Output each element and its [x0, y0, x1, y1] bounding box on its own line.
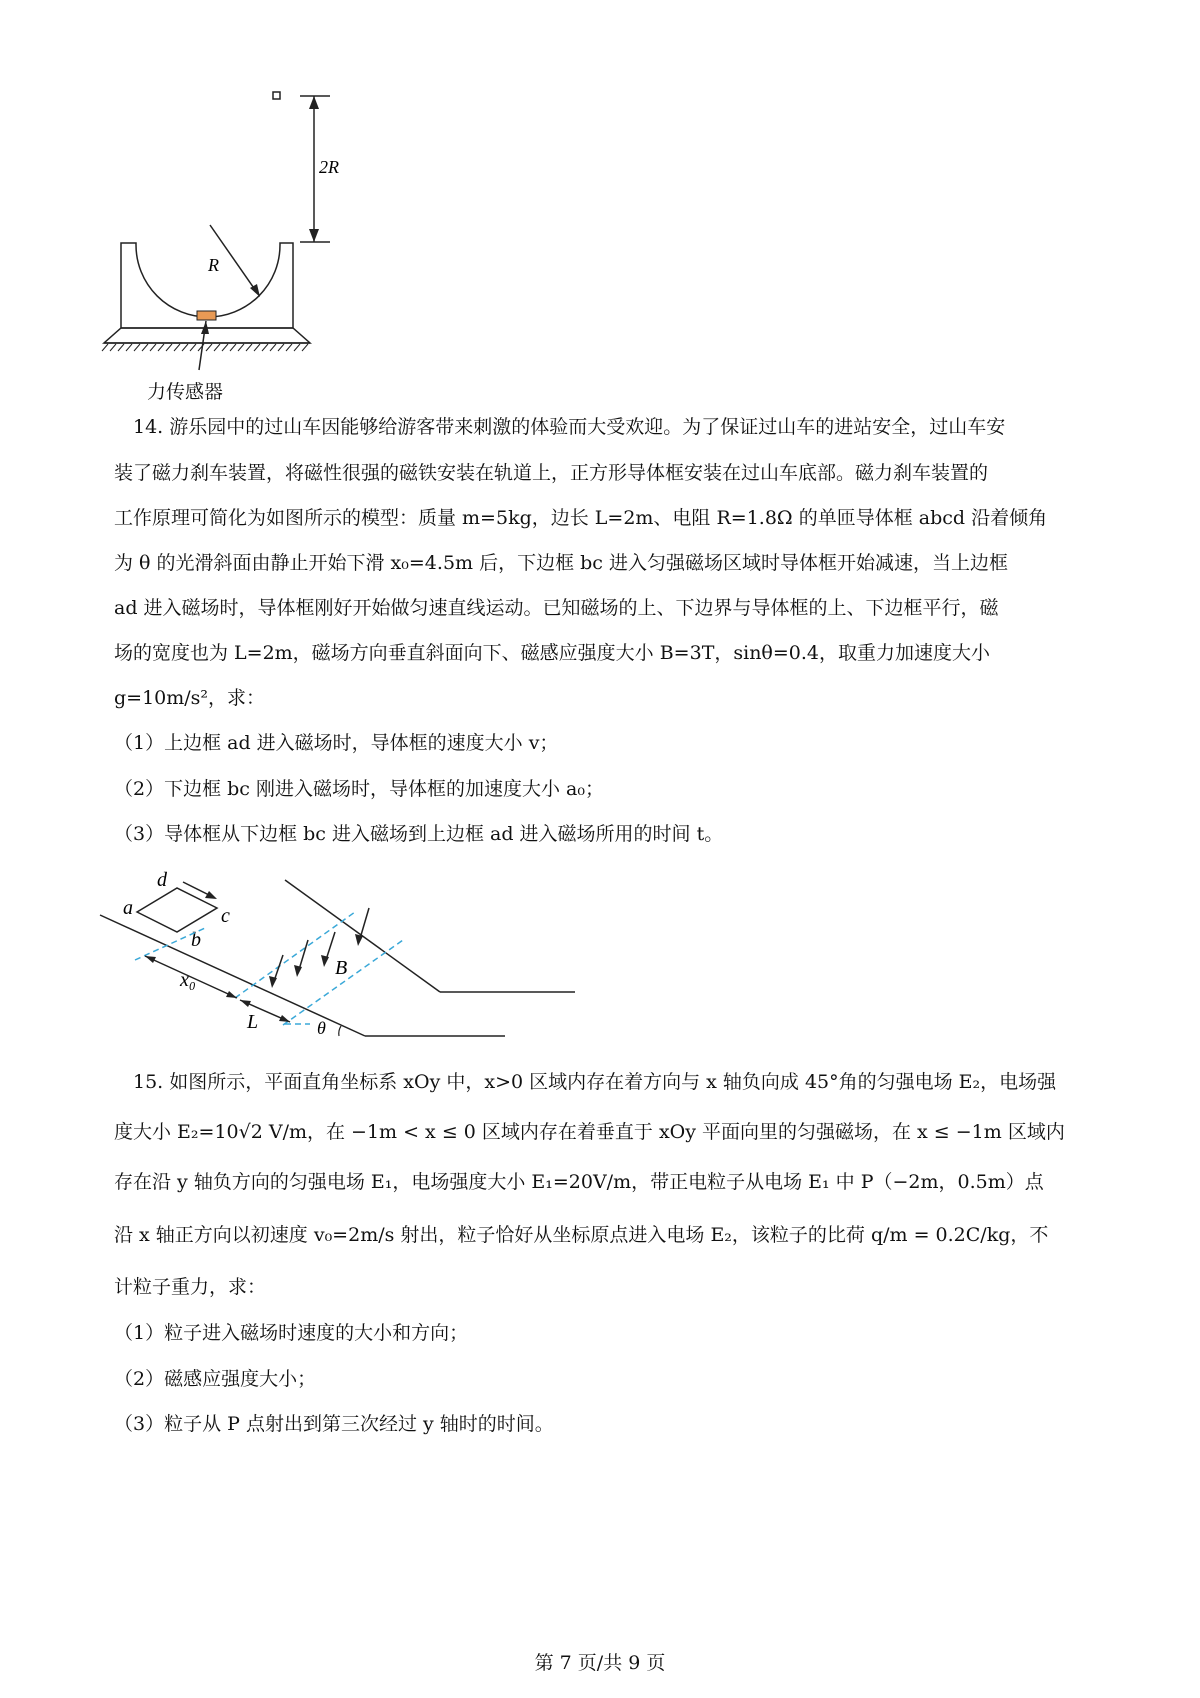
label-b: b	[191, 929, 201, 951]
figure-incline	[95, 860, 595, 1045]
q14-line-2: 装了磁力刹车装置，将磁性很强的磁铁安装在轨道上，正方形导体框安装在过山车底部。磁力刹车装置的	[114, 462, 989, 484]
page-footer: 第 7 页/共 9 页	[534, 1652, 666, 1674]
label-theta: θ	[317, 1018, 326, 1038]
q14-line-6: 场的宽度也为 L=2m，磁场方向垂直斜面向下、磁感应强度大小 B=3T，sinθ=0.4，取重力加速度大小	[114, 642, 991, 664]
label-r: R	[208, 255, 219, 275]
ball	[273, 92, 280, 99]
label-2r: 2R	[319, 157, 339, 177]
label-a: a	[123, 897, 133, 919]
q15-line-2: 度大小 E₂=10√2 V/m，在 −1m < x ≤ 0 区域内存在着垂直于 xOy 平面向里的匀强磁场，在 x ≤ −1m 区域内	[114, 1121, 1065, 1143]
q14-sub-3: （3）导体框从下边框 bc 进入磁场到上边框 ad 进入磁场所用的时间 t。	[114, 823, 724, 845]
q14-sub-2: （2）下边框 bc 刚进入磁场时，导体框的加速度大小 a₀；	[114, 778, 604, 800]
figure-halfpipe	[100, 85, 360, 405]
q15-line-5: 计粒子重力，求：	[114, 1276, 267, 1298]
q14-sub-1: （1）上边框 ad 进入磁场时，导体框的速度大小 v；	[114, 732, 559, 754]
q15-sub-1: （1）粒子进入磁场时速度的大小和方向；	[114, 1322, 469, 1344]
q14-line-4: 为 θ 的光滑斜面由静止开始下滑 x₀=4.5m 后，下边框 bc 进入匀强磁场区域时导体框开始减速，当上边框	[114, 552, 1008, 574]
force-sensor	[197, 311, 216, 320]
label-l: L	[247, 1011, 259, 1033]
q15-line-1: 15. 如图所示，平面直角坐标系 xOy 中，x>0 区域内存在着方向与 x 轴负向成 45°角的匀强电场 E₂，电场强	[133, 1071, 1057, 1093]
q14-line-3: 工作原理可简化为如图所示的模型：质量 m=5kg，边长 L=2m、电阻 R=1.8Ω 的单匝导体框 abcd 沿着倾角	[114, 507, 1048, 529]
q15-line-3: 存在沿 y 轴负方向的匀强电场 E₁，电场强度大小 E₁=20V/m，带正电粒子从电场 E₁ 中 P（−2m，0.5m）点	[114, 1171, 1044, 1193]
frame-abcd	[137, 888, 217, 932]
figure1-caption: 力传感器	[147, 381, 224, 403]
q14-line-5: ad 进入磁场时，导体框刚好开始做匀速直线运动。已知磁场的上、下边界与导体框的上、下边框平行，磁	[114, 597, 999, 619]
q14-line-7: g=10m/s²，求：	[114, 687, 266, 709]
label-d: d	[157, 869, 167, 891]
label-x0: x₀	[180, 969, 196, 991]
label-b-field: B	[335, 957, 348, 979]
q14-line-1: 14. 游乐园中的过山车因能够给游客带来刺激的体验而大受欢迎。为了保证过山车的进站安全，过山车安	[133, 416, 1006, 438]
q15-line-4: 沿 x 轴正方向以初速度 v₀=2m/s 射出，粒子恰好从坐标原点进入电场 E₂，该粒子的比荷 q/m = 0.2C/kg，不	[114, 1224, 1049, 1246]
q15-sub-3: （3）粒子从 P 点射出到第三次经过 y 轴时的时间。	[114, 1413, 554, 1435]
label-c: c	[221, 905, 230, 927]
q15-sub-2: （2）磁感应强度大小；	[114, 1368, 317, 1390]
